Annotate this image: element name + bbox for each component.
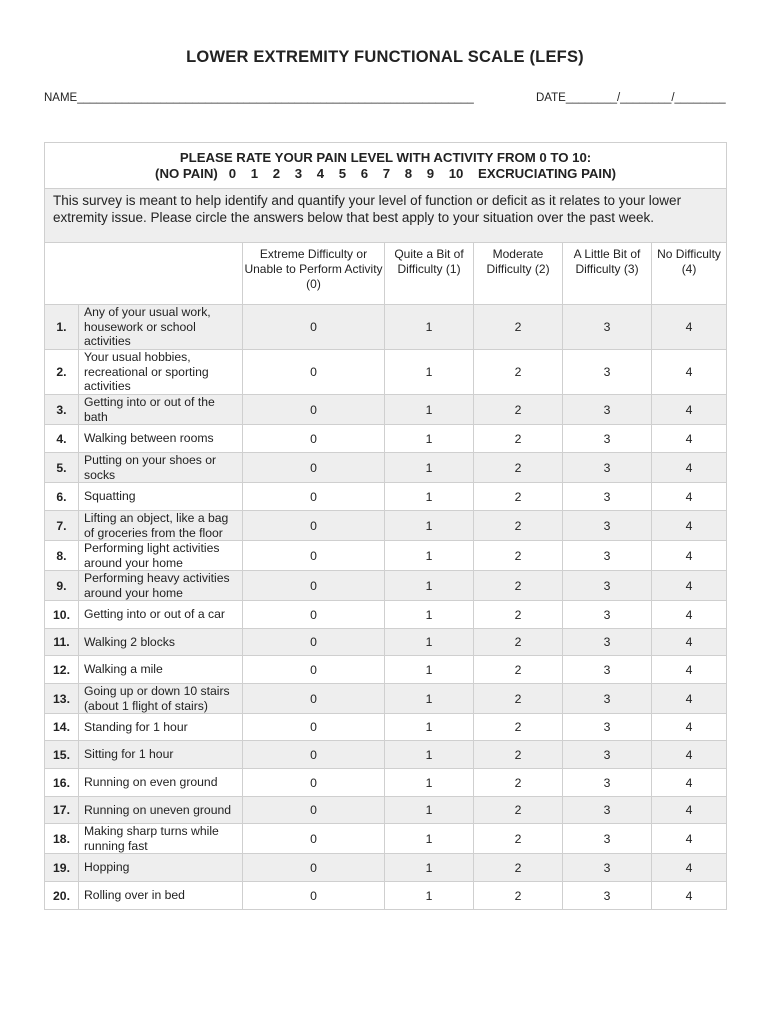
- score-option[interactable]: 3: [563, 601, 652, 629]
- score-option[interactable]: 3: [563, 714, 652, 741]
- column-header-moderate: Moderate Difficulty (2): [474, 243, 563, 305]
- score-option[interactable]: 3: [563, 629, 652, 656]
- score-option[interactable]: 3: [563, 305, 652, 350]
- item-number: 15.: [45, 741, 79, 769]
- column-header-little-bit: A Little Bit of Difficulty (3): [563, 243, 652, 305]
- score-option[interactable]: 3: [563, 453, 652, 483]
- score-option[interactable]: 1: [385, 854, 474, 882]
- score-option[interactable]: 0: [243, 854, 385, 882]
- table-row: [45, 483, 727, 511]
- score-option[interactable]: 2: [474, 425, 563, 453]
- table-row: [45, 629, 727, 656]
- score-option[interactable]: 3: [563, 824, 652, 854]
- survey-instructions: This survey is meant to help identify and quantify your level of function or deficit as it relates to your lower extremity issue. Please circle the answers below that best apply to your situation over the past week.: [45, 189, 727, 243]
- score-option[interactable]: 1: [385, 769, 474, 797]
- score-option[interactable]: 1: [385, 483, 474, 511]
- item-number: 4.: [45, 425, 79, 453]
- table-row: [45, 305, 727, 350]
- form-title: LOWER EXTREMITY FUNCTIONAL SCALE (LEFS): [186, 48, 584, 66]
- table-row: [45, 854, 727, 882]
- score-option[interactable]: 4: [652, 797, 727, 824]
- score-option[interactable]: 1: [385, 305, 474, 350]
- score-option[interactable]: 4: [652, 571, 727, 601]
- table-row: [45, 511, 727, 541]
- score-option[interactable]: 0: [243, 305, 385, 350]
- score-option[interactable]: 1: [385, 882, 474, 910]
- score-option[interactable]: 1: [385, 741, 474, 769]
- score-option[interactable]: 1: [385, 797, 474, 824]
- score-option[interactable]: 4: [652, 395, 727, 425]
- item-number: 13.: [45, 684, 79, 714]
- score-option[interactable]: 1: [385, 453, 474, 483]
- score-option[interactable]: 4: [652, 350, 727, 395]
- score-option[interactable]: 4: [652, 656, 727, 684]
- score-option[interactable]: 0: [243, 395, 385, 425]
- item-number: 12.: [45, 656, 79, 684]
- score-option[interactable]: 3: [563, 511, 652, 541]
- score-option[interactable]: 0: [243, 824, 385, 854]
- item-number: 11.: [45, 629, 79, 656]
- score-option[interactable]: 4: [652, 741, 727, 769]
- score-option[interactable]: 2: [474, 305, 563, 350]
- score-option[interactable]: 1: [385, 824, 474, 854]
- activity-label: Walking a mile: [79, 656, 243, 684]
- score-option[interactable]: 2: [474, 629, 563, 656]
- date-field[interactable]: DATE________/________/________: [536, 92, 726, 104]
- score-option[interactable]: 4: [652, 453, 727, 483]
- item-number: 7.: [45, 511, 79, 541]
- score-option[interactable]: 4: [652, 854, 727, 882]
- score-option[interactable]: 0: [243, 741, 385, 769]
- activity-label: Squatting: [79, 483, 243, 511]
- name-field[interactable]: NAME______________________________________________________________: [44, 92, 474, 104]
- table-row: [45, 453, 727, 483]
- score-option[interactable]: 0: [243, 571, 385, 601]
- item-number: 18.: [45, 824, 79, 854]
- column-header-no-difficulty: No Difficulty (4): [652, 243, 727, 305]
- table-row: [45, 769, 727, 797]
- score-option[interactable]: 3: [563, 741, 652, 769]
- score-option[interactable]: 2: [474, 824, 563, 854]
- score-option[interactable]: 2: [474, 656, 563, 684]
- item-number: 2.: [45, 350, 79, 395]
- activity-label: Walking between rooms: [79, 425, 243, 453]
- activity-label: Sitting for 1 hour: [79, 741, 243, 769]
- item-number: 5.: [45, 453, 79, 483]
- score-option[interactable]: 3: [563, 395, 652, 425]
- activity-label: Performing light activities around your home: [79, 541, 243, 571]
- table-row: [45, 797, 727, 824]
- activity-label: Running on even ground: [79, 769, 243, 797]
- score-option[interactable]: 4: [652, 714, 727, 741]
- score-option[interactable]: 2: [474, 714, 563, 741]
- item-number: 9.: [45, 571, 79, 601]
- score-option[interactable]: 0: [243, 714, 385, 741]
- activity-label: Any of your usual work, housework or school activities: [79, 305, 243, 350]
- column-header-blank: [45, 243, 243, 305]
- score-option[interactable]: 1: [385, 395, 474, 425]
- score-option[interactable]: 3: [563, 425, 652, 453]
- score-option[interactable]: 0: [243, 453, 385, 483]
- score-option[interactable]: 2: [474, 395, 563, 425]
- activity-label: Running on uneven ground: [79, 797, 243, 824]
- table-row: [45, 395, 727, 425]
- score-option[interactable]: 0: [243, 684, 385, 714]
- score-option[interactable]: 1: [385, 541, 474, 571]
- score-option[interactable]: 3: [563, 541, 652, 571]
- score-option[interactable]: 1: [385, 684, 474, 714]
- score-option[interactable]: 2: [474, 601, 563, 629]
- score-option[interactable]: 4: [652, 629, 727, 656]
- score-option[interactable]: 3: [563, 350, 652, 395]
- score-option[interactable]: 0: [243, 656, 385, 684]
- activity-label: Making sharp turns while running fast: [79, 824, 243, 854]
- score-option[interactable]: 2: [474, 769, 563, 797]
- activity-label: Walking 2 blocks: [79, 629, 243, 656]
- score-option[interactable]: 2: [474, 541, 563, 571]
- score-option[interactable]: 4: [652, 769, 727, 797]
- column-header-extreme: Extreme Difficulty or Unable to Perform Activity (0): [243, 243, 385, 305]
- item-number: 17.: [45, 797, 79, 824]
- score-option[interactable]: 2: [474, 511, 563, 541]
- item-number: 3.: [45, 395, 79, 425]
- score-option[interactable]: 0: [243, 629, 385, 656]
- table-row: [45, 741, 727, 769]
- item-number: 10.: [45, 601, 79, 629]
- column-header-quite-a-bit: Quite a Bit of Difficulty (1): [385, 243, 474, 305]
- item-number: 8.: [45, 541, 79, 571]
- score-option[interactable]: 2: [474, 483, 563, 511]
- score-option[interactable]: 0: [243, 541, 385, 571]
- score-option[interactable]: 3: [563, 854, 652, 882]
- score-option[interactable]: 3: [563, 483, 652, 511]
- table-row: [45, 571, 727, 601]
- column-header-row: [45, 243, 727, 305]
- activity-label: Standing for 1 hour: [79, 714, 243, 741]
- score-option[interactable]: 2: [474, 854, 563, 882]
- score-option[interactable]: 3: [563, 656, 652, 684]
- activity-label: Your usual hobbies, recreational or sporting activities: [79, 350, 243, 395]
- score-option[interactable]: 0: [243, 797, 385, 824]
- score-option[interactable]: 0: [243, 511, 385, 541]
- pain-rating-header: [45, 143, 727, 189]
- table-row: [45, 824, 727, 854]
- score-option[interactable]: 2: [474, 741, 563, 769]
- score-option[interactable]: 3: [563, 769, 652, 797]
- lefs-table: [44, 142, 727, 910]
- score-option[interactable]: 0: [243, 425, 385, 453]
- item-number: 16.: [45, 769, 79, 797]
- score-option[interactable]: 1: [385, 656, 474, 684]
- pain-rating-line-2: (NO PAIN) 0 1 2 3 4 5 6 7 8 9 10 EXCRUCIATING PAIN): [155, 165, 616, 181]
- score-option[interactable]: 4: [652, 511, 727, 541]
- score-option[interactable]: 2: [474, 350, 563, 395]
- score-option[interactable]: 3: [563, 797, 652, 824]
- score-option[interactable]: 1: [385, 511, 474, 541]
- table-row: [45, 601, 727, 629]
- score-option[interactable]: 2: [474, 684, 563, 714]
- score-option[interactable]: 4: [652, 601, 727, 629]
- table-row: [45, 882, 727, 910]
- score-option[interactable]: 4: [652, 824, 727, 854]
- score-option[interactable]: 1: [385, 571, 474, 601]
- score-option[interactable]: 0: [243, 882, 385, 910]
- table-row: [45, 684, 727, 714]
- score-option[interactable]: 1: [385, 629, 474, 656]
- activity-label: Getting into or out of a car: [79, 601, 243, 629]
- item-number: 14.: [45, 714, 79, 741]
- table-row: [45, 350, 727, 395]
- score-option[interactable]: 4: [652, 882, 727, 910]
- table-row: [45, 425, 727, 453]
- item-number: 19.: [45, 854, 79, 882]
- activity-label: Lifting an object, like a bag of groceries from the floor: [79, 511, 243, 541]
- item-number: 6.: [45, 483, 79, 511]
- score-option[interactable]: 0: [243, 483, 385, 511]
- score-option[interactable]: 2: [474, 882, 563, 910]
- score-option[interactable]: 4: [652, 684, 727, 714]
- score-option[interactable]: 2: [474, 571, 563, 601]
- score-option[interactable]: 3: [563, 882, 652, 910]
- score-option[interactable]: 2: [474, 453, 563, 483]
- pain-rating-line-1: PLEASE RATE YOUR PAIN LEVEL WITH ACTIVITY FROM 0 TO 10:: [179, 149, 592, 165]
- item-number: 20.: [45, 882, 79, 910]
- score-option[interactable]: 0: [243, 769, 385, 797]
- score-option[interactable]: 1: [385, 601, 474, 629]
- table-row: [45, 656, 727, 684]
- activity-label: Performing heavy activities around your home: [79, 571, 243, 601]
- score-option[interactable]: 4: [652, 425, 727, 453]
- score-option[interactable]: 4: [652, 483, 727, 511]
- score-option[interactable]: 1: [385, 350, 474, 395]
- score-option[interactable]: 1: [385, 714, 474, 741]
- activity-label: Getting into or out of the bath: [79, 395, 243, 425]
- activity-label: Rolling over in bed: [79, 882, 243, 910]
- score-option[interactable]: 1: [385, 425, 474, 453]
- activity-label: Putting on your shoes or socks: [79, 453, 243, 483]
- score-option[interactable]: 0: [243, 601, 385, 629]
- score-option[interactable]: 4: [652, 305, 727, 350]
- table-row: [45, 714, 727, 741]
- score-option[interactable]: 4: [652, 541, 727, 571]
- table-row: [45, 541, 727, 571]
- score-option[interactable]: 3: [563, 571, 652, 601]
- item-number: 1.: [45, 305, 79, 350]
- activity-label: Hopping: [79, 854, 243, 882]
- score-option[interactable]: 2: [474, 797, 563, 824]
- activity-label: Going up or down 10 stairs (about 1 flight of stairs): [79, 684, 243, 714]
- score-option[interactable]: 3: [563, 684, 652, 714]
- score-option[interactable]: 0: [243, 350, 385, 395]
